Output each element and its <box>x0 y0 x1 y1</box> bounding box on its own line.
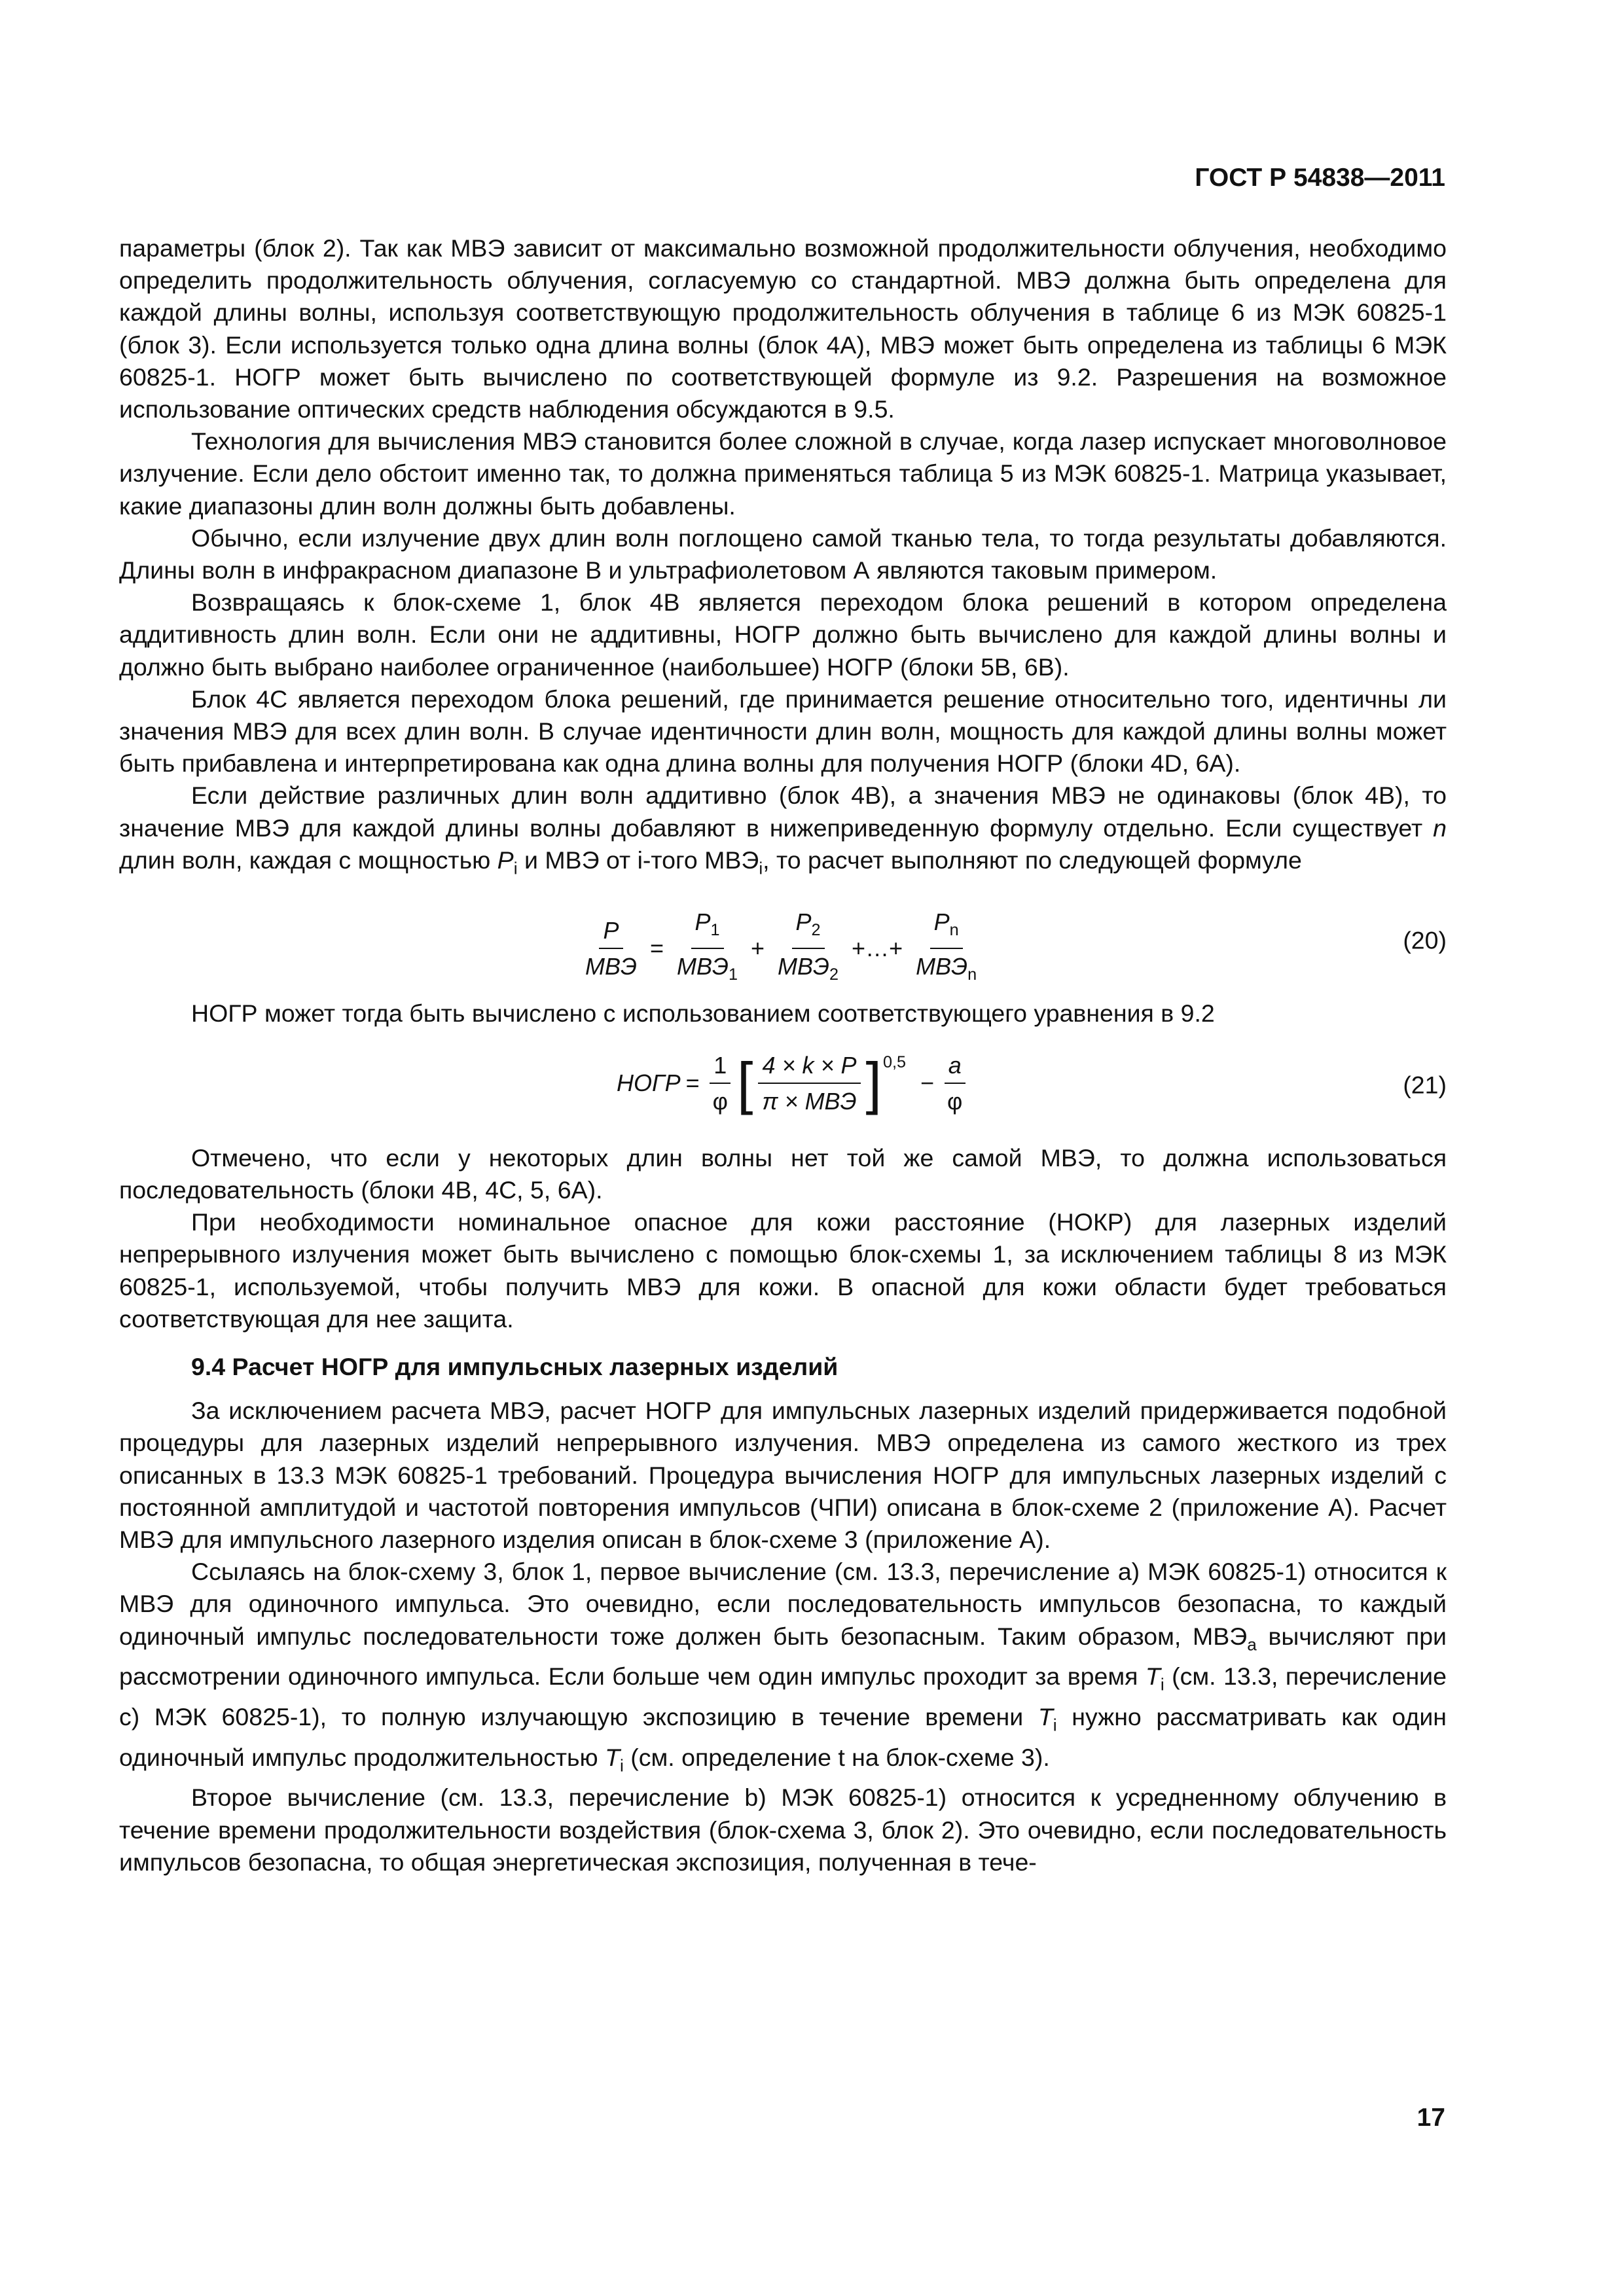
equation-number: (20) <box>1403 925 1447 954</box>
variable-T: T <box>1145 1662 1161 1691</box>
text-run: и МВЭ от i-того МВЭ <box>517 846 759 874</box>
symbol: МВЭ <box>778 952 830 980</box>
minus-sign: − <box>920 1069 935 1097</box>
fraction <box>912 906 981 992</box>
denominator: φ <box>947 1087 963 1115</box>
numerator: a <box>945 1049 965 1084</box>
subscript: 1 <box>710 920 720 939</box>
paragraph: Блок 4С является переходом блока решений, где принимается решение относительно того, идентичны ли значения МВЭ для всех длин волн. В случае идентичности длин волн, мощность для каждой длины волны может быть прибавлена и интерпретирована как одна длина волны для получения НОГР (блоки 4D, 6A). <box>119 685 1447 778</box>
denominator <box>774 949 842 991</box>
paragraph: Технология для вычисления МВЭ становится более сложной в случае, когда лазер испускает многоволновое излучение. Если дело обстоит именно так, то должна применяться таблица 5 из МЭК 60825-1. Матрица указывает, какие диапазоны длин волн должны быть добавлены. <box>119 427 1447 520</box>
fraction <box>758 1049 860 1117</box>
page-number: 17 <box>1416 2104 1445 2132</box>
subscript: n <box>949 920 959 939</box>
denominator <box>673 949 742 991</box>
text-run: (см. определение t на блок-схеме 3). <box>623 1743 1050 1771</box>
paragraph: За исключением расчета МВЭ, расчет НОГР для импульсных лазерных изделий придерживается подобной процедуры для лазерных изделий непрерывного излучения. МВЭ определена из самого жесткого из трех описанных в 13.3 МЭК 60825-1 требований. Процедура вычисления НОГР для импульсных лазерных изделий с постоянной амплитудой и частотой повторения импульсов (ЧПИ) описана в блок-схеме 2 (приложение А). Расчет МВЭ для импульсного лазерного изделия описан в блок-схеме 3 (приложение А). <box>119 1397 1447 1553</box>
ellipsis-operator: +…+ <box>852 935 903 962</box>
denominator: МВЭ <box>585 952 637 980</box>
equals-sign: = <box>685 1069 700 1097</box>
equals-sign: = <box>649 935 664 962</box>
denominator <box>912 949 981 991</box>
variable-P: P <box>497 846 514 874</box>
symbol: P <box>695 908 711 935</box>
formula-20 <box>119 891 1447 990</box>
subscript: i <box>759 858 763 878</box>
subscript: n <box>967 965 977 984</box>
text-run: длин волн, каждая с мощностью <box>119 846 497 874</box>
exponent: 0,5 <box>883 1052 907 1071</box>
symbol: МВЭ <box>677 952 729 980</box>
formula-20-expression <box>577 906 984 992</box>
numerator <box>930 906 963 949</box>
subscript: 1 <box>729 965 738 984</box>
subscript: i <box>620 1755 624 1776</box>
paragraph: Второе вычисление (см. 13.3, перечисление b) МЭК 60825-1) относится к усредненному облучению в течение времени продолжительности воздействия (блок-схема 3, блок 2). Это очевидно, если последовательность импульсов безопасна, то общая энергетическая экспозиция, полученная в тече- <box>119 1784 1447 1876</box>
text-run: вычисляют при рассмотрении одиночного импульса. Если больше чем один импульс проходит за время <box>119 1622 1447 1691</box>
numerator: 1 <box>710 1049 731 1084</box>
denominator: π × МВЭ <box>762 1087 857 1115</box>
text-run: Если действие различных длин волн аддитивно (блок 4В), а значения МВЭ не одинаковы (блок 4В), то значение МВЭ для каждой длины волны добавляют в нижеприведенную формулу отдельно. Если существует <box>119 781 1447 842</box>
subscript: 2 <box>811 920 821 939</box>
subscript: a <box>1247 1634 1257 1655</box>
paragraph <box>119 780 1447 884</box>
variable-T: T <box>605 1743 621 1771</box>
paragraph: Обычно, если излучение двух длин волн поглощено самой тканью тела, то тогда результаты добавляются. Длины волн в инфракрасном диапазоне В и ультрафиолетовом А являются таковым примером. <box>119 524 1447 584</box>
text-run: (см. 13.3, перечисление с) МЭК 60825-1), то полную излучающую экспозицию в течение времени <box>119 1662 1447 1731</box>
paragraph: Отмечено, что если у некоторых длин волны нет той же самой МВЭ, то должна использоваться последовательность (блоки 4В, 4С, 5, 6А). <box>119 1143 1447 1204</box>
text-run: , то расчет выполняют по следующей формуле <box>763 846 1302 874</box>
numerator <box>691 906 724 949</box>
equation-number: (21) <box>1403 1071 1447 1099</box>
fraction <box>943 1049 966 1117</box>
subscript: 2 <box>829 965 839 984</box>
variable-n: n <box>1433 814 1447 842</box>
text-run: нужно рассматривать как один одиночный импульс продолжительностью <box>119 1703 1447 1771</box>
symbol: МВЭ <box>916 952 968 980</box>
subscript: i <box>1160 1674 1164 1695</box>
numerator: 4 × k × P <box>758 1049 860 1084</box>
fraction <box>581 914 641 982</box>
fraction <box>774 906 842 992</box>
symbol: P <box>933 908 950 935</box>
paragraph: НОГР может тогда быть вычислено с использованием соответствующего уравнения в 9.2 <box>191 999 1215 1027</box>
subscript: i <box>1053 1715 1057 1735</box>
left-bracket: [ <box>736 1050 753 1115</box>
section-heading: 9.4 Расчет НОГР для импульсных лазерных изделий <box>191 1352 839 1380</box>
document-body <box>119 232 1447 1878</box>
symbol: P <box>795 908 812 935</box>
paragraph: параметры (блок 2). Так как МВЭ зависит от максимально возможной продолжительности облучения, необходимо определить продолжительность облучения, согласуемую со стандартной. МВЭ должна быть определена для каждой длины волны, используя соответствующую продолжительность облучения в таблице 6 из МЭК 60825-1 (блок 3). Если используется только одна длина волны (блок 4А), МВЭ может быть определена из таблицы 6 МЭК 60825-1. НОГР может быть вычислено по соответствующей формуле из 9.2. Разрешения на возможное использование оптических средств наблюдения обсуждаются в 9.5. <box>119 234 1447 423</box>
plus-sign: + <box>751 935 765 962</box>
symbol: НОГР <box>617 1069 681 1097</box>
paragraph <box>119 1556 1447 1782</box>
paragraph: При необходимости номинальное опасное для кожи расстояние (НОКР) для лазерных изделий непрерывного излучения может быть вычислено с помощью блок-схемы 1, за исключением таблицы 8 из МЭК 60825-1, используемой, чтобы получить МВЭ для кожи. В опасной для кожи области будет требоваться соответствующая для нее защита. <box>119 1208 1447 1333</box>
document-header: ГОСТ Р 54838—2011 <box>1195 164 1445 192</box>
formula-21 <box>119 1036 1447 1134</box>
subscript: i <box>513 858 518 878</box>
fraction <box>673 906 742 992</box>
text-run: Ссылаясь на блок-схему 3, блок 1, первое вычисление (см. 13.3, перечисление а) МЭК 60825-1) относится к МВЭ для одиночного импульса. Это очевидно, если последовательность импульсов безопасна, то каждый одиночный импульс последовательности тоже должен быть безопасным. Таким образом, МВЭ <box>119 1558 1447 1650</box>
paragraph: Возвращаясь к блок-схеме 1, блок 4В является переходом блока решений в котором определена аддитивность длин волн. Если они не аддитивны, НОГР должно быть вычислено для каждой длины волны и должно быть выбрано наиболее ограниченное (наибольшее) НОГР (блоки 5В, 6В). <box>119 588 1447 681</box>
formula-21-expression <box>617 1049 970 1117</box>
right-bracket: ] <box>865 1050 882 1115</box>
fraction <box>709 1049 732 1117</box>
denominator: φ <box>712 1087 728 1115</box>
variable-T: T <box>1038 1703 1053 1731</box>
numerator: P <box>599 914 623 949</box>
numerator <box>792 906 825 949</box>
